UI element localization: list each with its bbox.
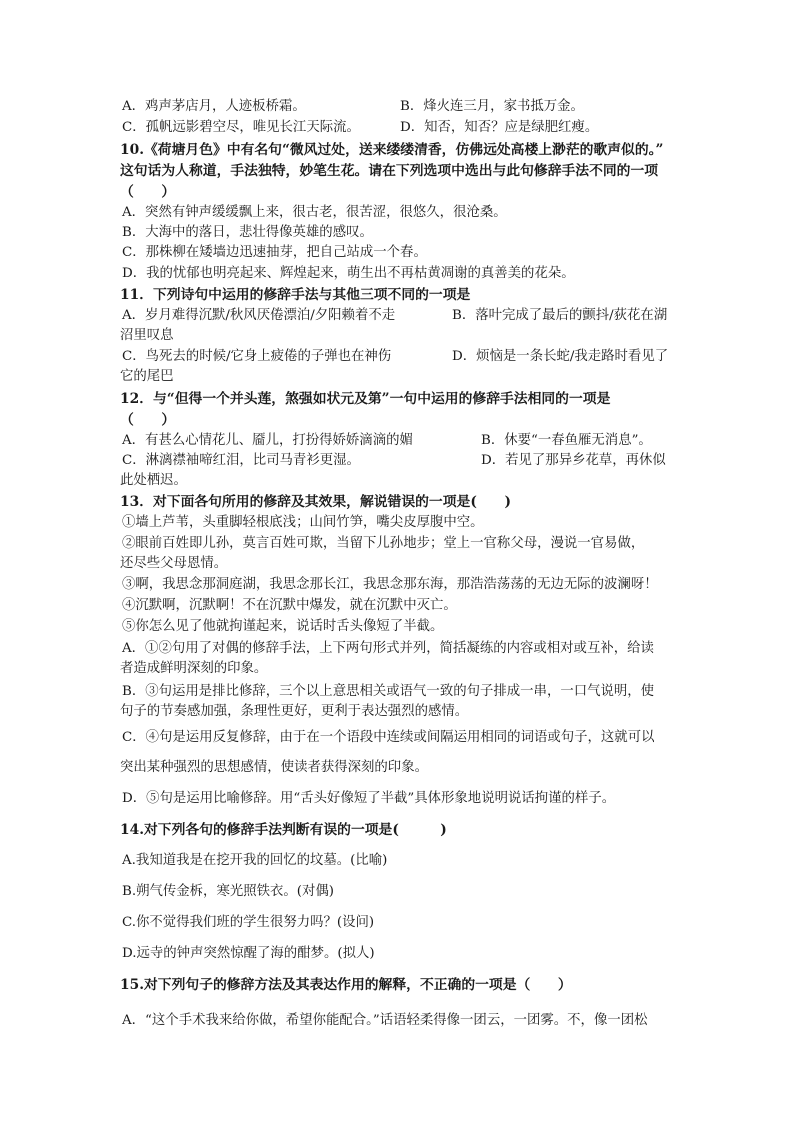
- q9-option-b: B．烽火连三月，家书抵万金。: [400, 99, 584, 114]
- q13-sentence-1: ①墙上芦苇，头重脚轻根底浅；山间竹笋，嘴尖皮厚腹中空。: [122, 515, 484, 530]
- q12-option-d-line1: D．若见了那异乡花草，再休似: [481, 453, 666, 468]
- q12-answer-paren: （ ）: [120, 412, 176, 428]
- q14-option-a: A.我知道我是在挖开我的回忆的坟墓。(比喻): [122, 853, 388, 868]
- q11-option-c: C．鸟死去的时候/它身上疲倦的子弹也在神伤: [122, 349, 392, 364]
- q11-stem: 11．下列诗句中运用的修辞手法与其他三项不同的一项是: [120, 287, 471, 303]
- q12-stem: 12．与“但得一个并头莲，煞强如状元及第”一句中运用的修辞手法相同的一项是: [120, 391, 611, 407]
- q15-stem: 15.对下列句子的修辞方法及其表达作用的解释，不正确的一项是（ ）: [120, 977, 572, 993]
- q13-option-a-line1: A．①②句用了对偶的修辞手法，上下两句形式并列，简括凝练的内容或相对或互补，给读: [122, 641, 654, 656]
- q13-option-b-line1: B．③句运用是排比修辞，三个以上意思相关或语气一致的句子排成一串，一口气说明，使: [122, 684, 655, 699]
- q13-sentence-4: ④沉默啊，沉默啊！不在沉默中爆发，就在沉默中灭亡。: [122, 598, 457, 613]
- q12-option-a: A．有甚么心情花儿、靥儿，打扮得娇娇滴滴的媚: [122, 433, 413, 448]
- q11-option-d-line2: 它的尾巴: [120, 369, 174, 384]
- q9-option-c: C．孤帆远影碧空尽，唯见长江天际流。: [122, 120, 360, 135]
- q10-option-c: C．那株柳在矮墙边迅速抽芽，把自己站成一个春。: [122, 245, 427, 260]
- q12-option-b: B．休要“一春鱼雁无消息”。: [481, 433, 652, 448]
- q9-option-d: D．知否，知否？应是绿肥红瘦。: [400, 120, 599, 135]
- q11-option-b-line1: B．落叶完成了最后的颤抖/荻花在湖: [452, 308, 668, 323]
- q13-stem: 13．对下面各句所用的修辞及其效果，解说错误的一项是( ): [120, 494, 511, 510]
- q11-option-d-line1: D．烦恼是一条长蛇/我走路时看见了: [452, 349, 669, 364]
- q9-option-a: A．鸡声茅店月，人迹板桥霜。: [122, 99, 306, 114]
- q12-option-d-line2: 此处栖迟。: [120, 473, 187, 488]
- q11-option-b-line2: 沼里叹息: [120, 328, 174, 343]
- q10-answer-paren: （ ）: [120, 184, 176, 200]
- q13-option-a-line2: 者造成鲜明深刻的印象。: [120, 661, 268, 676]
- q15-option-a-line1: A．“这个手术我来给你做，希望你能配合。”话语轻柔得像一团云，一团雾。不，像一团松: [122, 1013, 648, 1028]
- q13-option-d: D．⑤句是运用比喻修辞。用“舌头好像短了半截”具体形象地说明说话拘谨的样子。: [122, 791, 616, 806]
- q13-sentence-2-line1: ②眼前百姓即儿孙，莫言百姓可欺，当留下儿孙地步；堂上一官称父母，漫说一官易做，: [122, 536, 645, 551]
- q13-option-b-line2: 句子的节奏感加强，条理性更好，更利于表达强烈的感情。: [120, 704, 469, 719]
- q13-option-c-line2: 突出某种强烈的思想感情，使读者获得深刻的印象。: [120, 760, 428, 775]
- q10-option-b: B．大海中的落日，悲壮得像英雄的感叹。: [122, 225, 373, 240]
- q13-sentence-3: ③啊，我思念那洞庭湖，我思念那长江，我思念那东海，那浩浩荡荡的无边无际的波澜呀！: [122, 577, 658, 592]
- q10-option-a: A．突然有钟声缓缓飘上来，很古老，很苦涩，很悠久，很沧桑。: [122, 205, 507, 220]
- q13-sentence-2-line2: 还尽些父母恩情。: [120, 556, 228, 571]
- q10-stem-line2: 这句话为人称道，手法独特，妙笔生花。请在下列选项中选出与此句修辞手法不同的一项: [120, 163, 659, 179]
- q14-option-c: C.你不觉得我们班的学生很努力吗？(设问): [122, 915, 375, 930]
- q12-option-c: C．淋漓襟袖啼红泪，比司马青衫更湿。: [122, 453, 360, 468]
- q13-option-c-line1: C．④句是运用反复修辞，由于在一个语段中连续或间隔运用相同的词语或句子，这就可以: [122, 730, 655, 745]
- q14-stem: 14.对下列各句的修辞手法判断有误的一项是( ): [120, 822, 447, 838]
- q10-stem-line1: 10.《荷塘月色》中有名句“微风过处，送来缕缕清香，仿佛远处高楼上渺茫的歌声似的。”: [120, 142, 664, 158]
- q14-option-d: D.远寺的钟声突然惊醒了海的酣梦。(拟人): [122, 946, 375, 961]
- q10-option-d: D．我的忧郁也明亮起来、辉煌起来，萌生出不再枯黄凋谢的真善美的花朵。: [122, 266, 575, 281]
- q11-option-a: A．岁月难得沉默/秋风厌倦漂泊/夕阳赖着不走: [122, 308, 396, 323]
- q13-sentence-5: ⑤你怎么见了他就拘谨起来，说话时舌头像短了半截。: [122, 619, 444, 634]
- q14-option-b: B.朔气传金柝，寒光照铁衣。(对偶): [122, 884, 335, 899]
